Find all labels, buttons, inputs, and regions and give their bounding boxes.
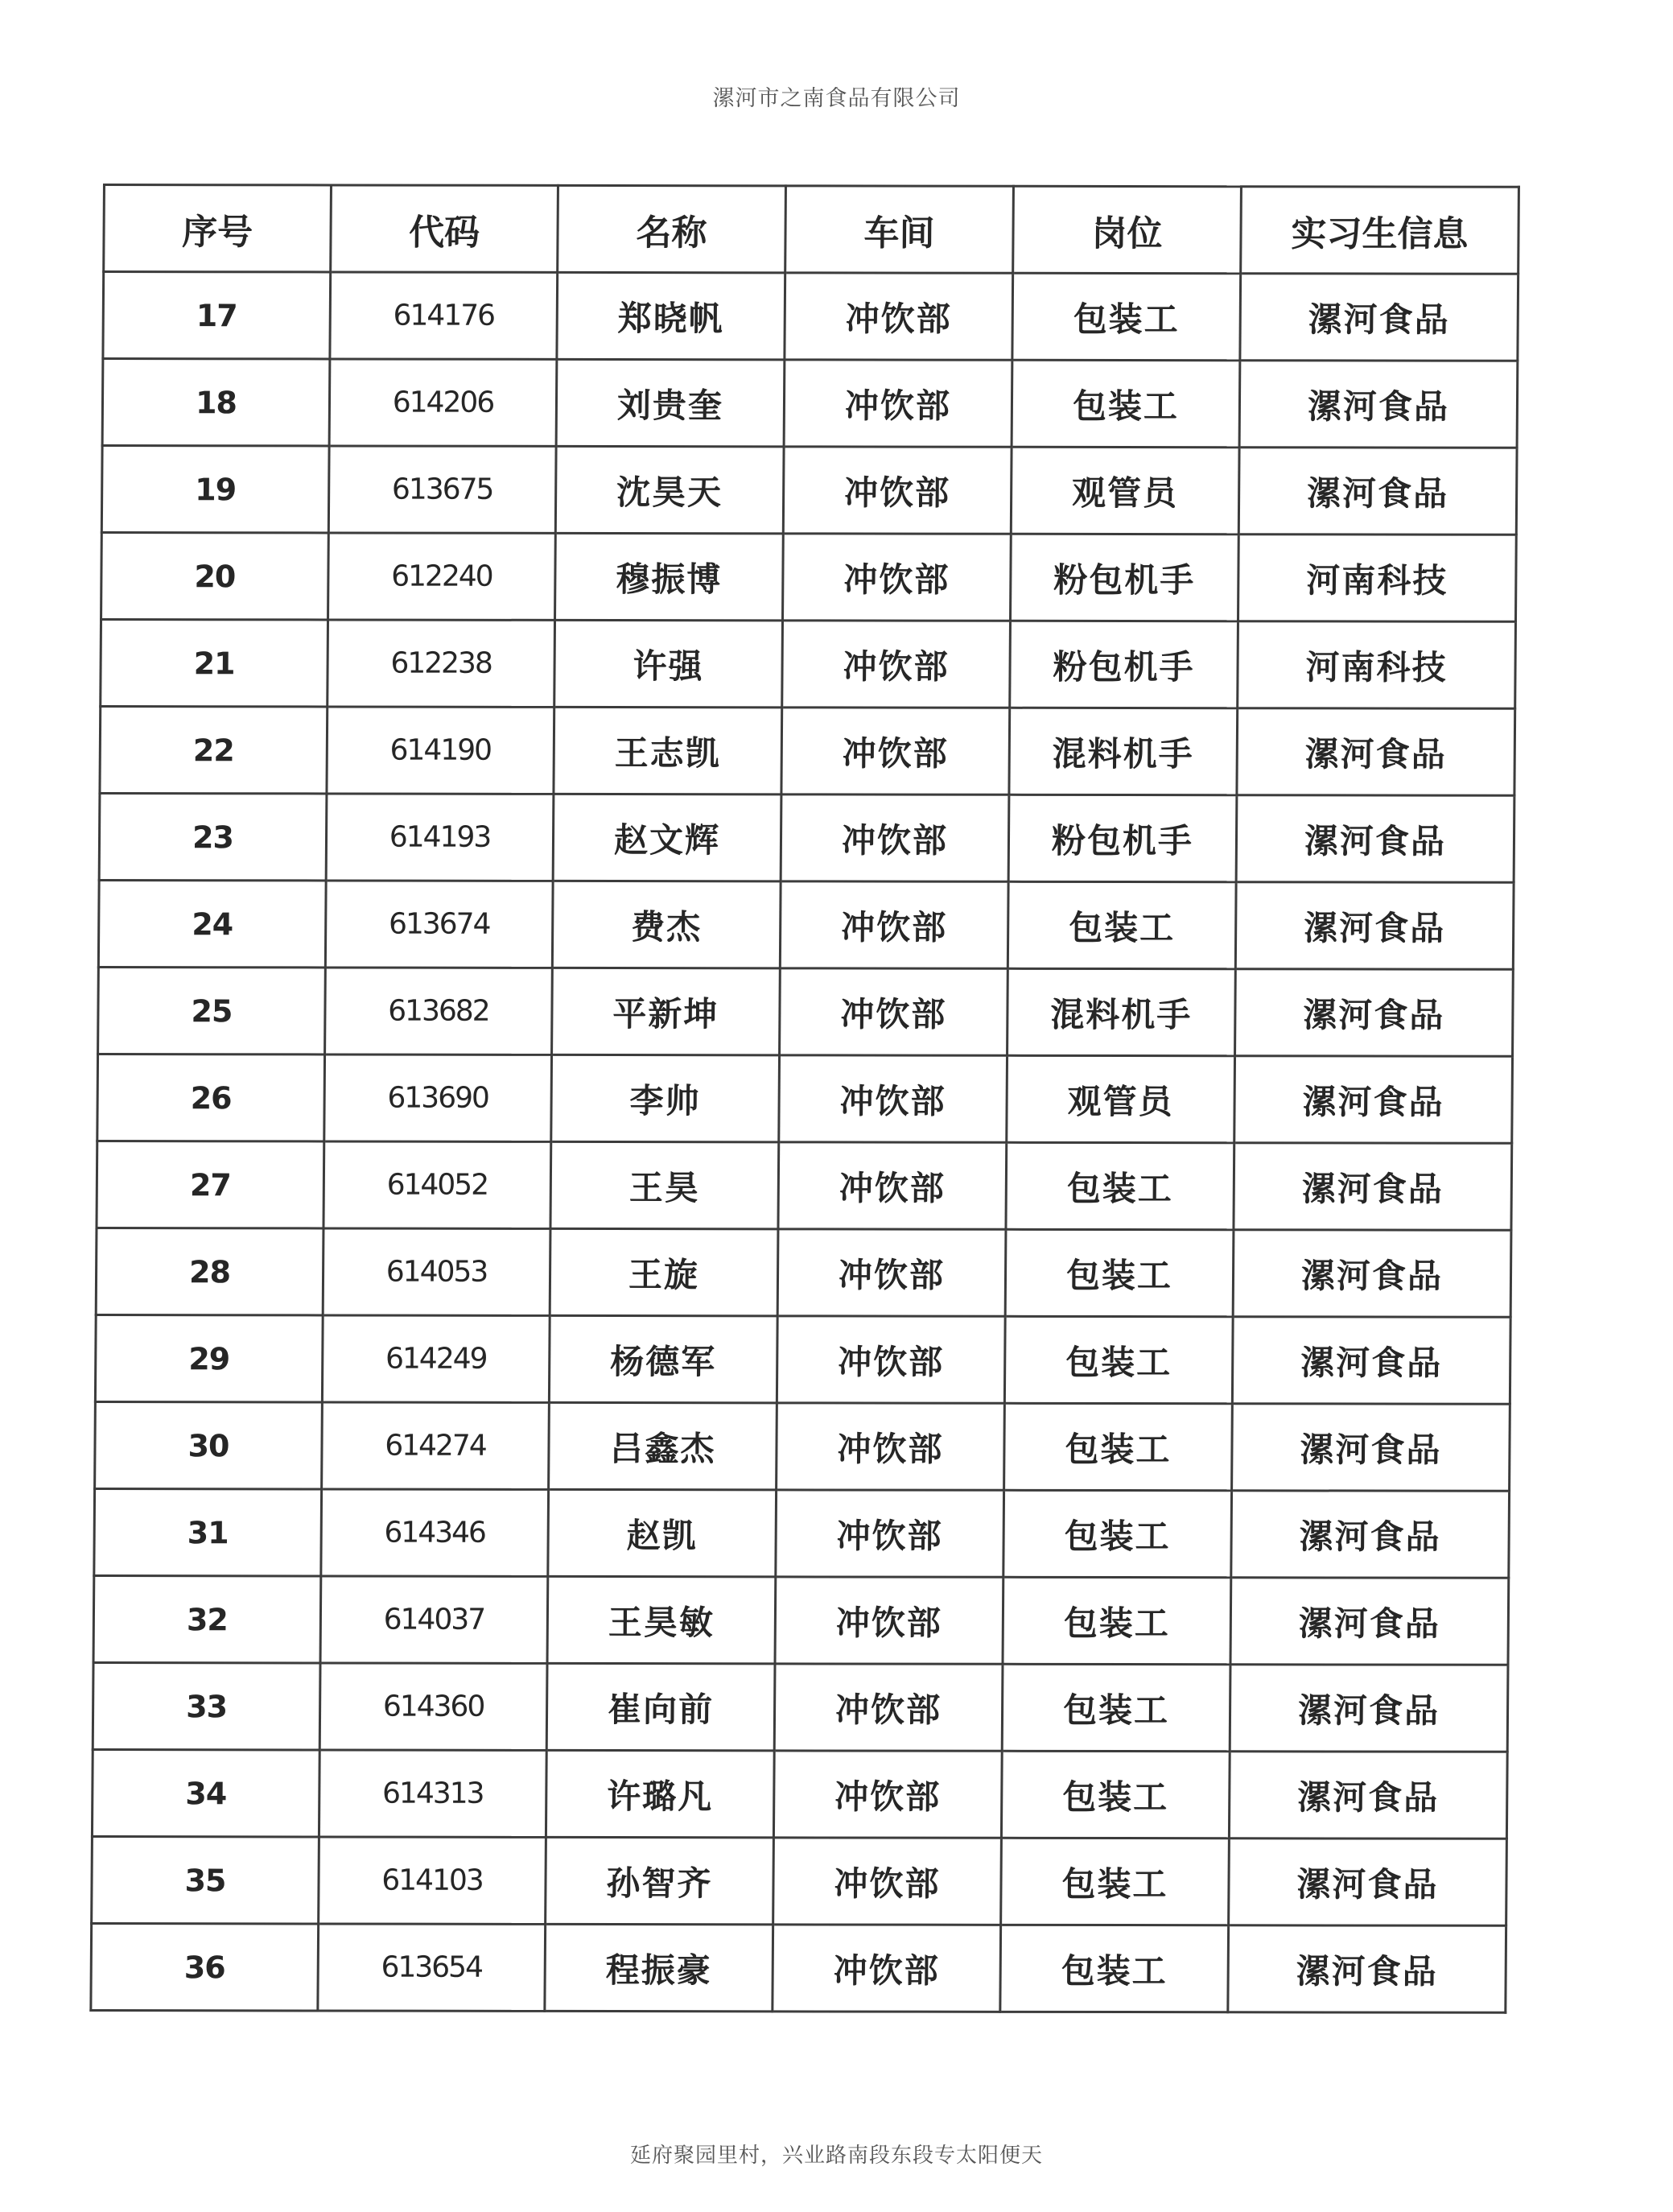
- cell-name: 赵凯: [548, 1489, 777, 1576]
- cell-code: 613674: [325, 881, 553, 968]
- cell-name: 郑晓帆: [557, 272, 785, 359]
- table-row: [100, 707, 1515, 796]
- cell-intern-info: 漯河食品: [1234, 1056, 1513, 1144]
- cell-position: 混料机手: [1009, 708, 1238, 794]
- cell-workshop: 冲饮部: [780, 881, 1008, 968]
- cell-name: 王旋: [550, 1228, 778, 1315]
- cell-code: 614176: [330, 272, 558, 359]
- cell-index: 29: [95, 1315, 323, 1402]
- cell-code: 614249: [322, 1315, 550, 1402]
- cell-intern-info: 漯河食品: [1230, 1578, 1509, 1665]
- cell-intern-info: 漯河食品: [1229, 1752, 1507, 1839]
- table-row: [92, 1750, 1507, 1839]
- table-row: [101, 620, 1516, 709]
- cell-code: 612238: [328, 620, 555, 707]
- table-row: [97, 1054, 1513, 1144]
- cell-position: 包装工: [1003, 1490, 1232, 1577]
- cell-intern-info: 漯河食品: [1238, 448, 1517, 535]
- cell-index: 31: [94, 1489, 322, 1576]
- cell-name: 孙智齐: [546, 1837, 774, 1924]
- cell-name: 吕鑫杰: [549, 1402, 777, 1489]
- cell-index: 35: [92, 1837, 319, 1924]
- cell-code: 614313: [319, 1750, 546, 1837]
- cell-position: 包装工: [1005, 1229, 1234, 1316]
- cell-name: 王志凯: [554, 707, 782, 794]
- cell-position: 包装工: [1001, 1751, 1230, 1838]
- table-row: [96, 1228, 1511, 1318]
- cell-workshop: 冲饮部: [781, 708, 1010, 794]
- cell-intern-info: 漯河食品: [1235, 882, 1514, 970]
- roster-table: [89, 184, 1520, 2014]
- cell-workshop: 冲饮部: [773, 1751, 1002, 1838]
- cell-name: 平新坤: [552, 968, 781, 1054]
- cell-position: 观管员: [1011, 447, 1239, 534]
- column-header-code: 代码: [331, 185, 558, 272]
- cell-intern-info: 漯河食品: [1231, 1491, 1510, 1579]
- cell-intern-info: 漯河食品: [1234, 1143, 1512, 1231]
- table-row: [103, 272, 1518, 361]
- column-header-index: 序号: [104, 185, 332, 272]
- cell-intern-info: 漯河食品: [1240, 274, 1518, 361]
- cell-intern-info: 漯河食品: [1230, 1665, 1508, 1752]
- cell-position: 粉包机手: [1010, 621, 1238, 708]
- cell-workshop: 冲饮部: [785, 273, 1013, 360]
- table-body: [91, 272, 1518, 2013]
- cell-code: 614274: [322, 1402, 550, 1489]
- cell-code: 613682: [325, 968, 553, 1054]
- cell-position: 包装工: [1012, 273, 1241, 360]
- cell-intern-info: 漯河食品: [1237, 708, 1515, 796]
- cell-code: 614206: [329, 359, 557, 446]
- cell-workshop: 冲饮部: [780, 968, 1008, 1055]
- column-header-intern-info: 实习生信息: [1241, 187, 1519, 274]
- cell-position: 包装工: [1004, 1316, 1233, 1403]
- cell-code: 614053: [323, 1228, 550, 1315]
- column-header-workshop: 车间: [785, 186, 1014, 273]
- cell-name: 赵文辉: [553, 794, 781, 881]
- cell-name: 王昊: [550, 1141, 779, 1228]
- cell-name: 沈昊天: [555, 446, 784, 533]
- cell-index: 33: [93, 1663, 320, 1750]
- cell-position: 混料机手: [1008, 968, 1236, 1055]
- cell-workshop: 冲饮部: [778, 1142, 1007, 1229]
- cell-name: 费杰: [552, 881, 781, 968]
- cell-index: 27: [97, 1141, 324, 1228]
- cell-intern-info: 河南科技: [1238, 621, 1516, 709]
- cell-intern-info: 漯河食品: [1235, 969, 1514, 1057]
- column-header-position: 岗位: [1013, 186, 1242, 273]
- cell-workshop: 冲饮部: [782, 621, 1011, 708]
- cell-position: 包装工: [1002, 1664, 1230, 1751]
- cell-workshop: 冲饮部: [784, 360, 1012, 447]
- table-row: [101, 533, 1517, 622]
- cell-code: 614103: [319, 1837, 546, 1924]
- cell-name: 穆振博: [555, 533, 784, 620]
- table-row: [95, 1315, 1510, 1405]
- cell-index: 20: [101, 533, 329, 620]
- cell-index: 23: [99, 794, 327, 881]
- cell-intern-info: 漯河食品: [1239, 361, 1518, 448]
- table-row: [98, 968, 1514, 1057]
- cell-position: 包装工: [1006, 1142, 1234, 1229]
- cell-intern-info: 漯河食品: [1236, 795, 1514, 883]
- cell-code: 614190: [327, 707, 554, 794]
- table-row: [98, 881, 1514, 970]
- cell-name: 崔向前: [546, 1663, 775, 1750]
- cell-workshop: 冲饮部: [777, 1403, 1005, 1490]
- cell-code: 613690: [324, 1054, 552, 1141]
- cell-code: 614346: [321, 1489, 549, 1576]
- cell-workshop: 冲饮部: [781, 794, 1009, 881]
- cell-workshop: 冲饮部: [777, 1229, 1006, 1316]
- cell-position: 包装工: [1000, 1925, 1229, 2012]
- cell-workshop: 冲饮部: [783, 534, 1012, 621]
- cell-intern-info: 漯河食品: [1228, 1925, 1506, 2013]
- cell-position: 包装工: [1008, 881, 1236, 968]
- cell-position: 观管员: [1007, 1055, 1235, 1142]
- table-row: [102, 359, 1518, 448]
- cell-intern-info: 漯河食品: [1229, 1839, 1507, 1926]
- cell-position: 粉包机手: [1008, 794, 1237, 881]
- cell-intern-info: 漯河食品: [1232, 1404, 1510, 1492]
- cell-index: 34: [92, 1750, 319, 1837]
- cell-name: 杨德军: [549, 1315, 777, 1402]
- cell-index: 26: [97, 1054, 325, 1141]
- cell-workshop: 冲饮部: [775, 1577, 1003, 1664]
- cell-code: 612240: [328, 533, 556, 620]
- cell-name: 许璐凡: [546, 1750, 774, 1837]
- cell-workshop: 冲饮部: [777, 1316, 1005, 1403]
- cell-position: 包装工: [1001, 1838, 1230, 1925]
- table-header-row: [104, 185, 1519, 274]
- cell-name: 程振豪: [545, 1924, 773, 2011]
- cell-index: 30: [95, 1402, 323, 1489]
- table-row: [97, 1141, 1512, 1231]
- cell-name: 李帅: [551, 1054, 780, 1141]
- cell-code: 614037: [320, 1576, 548, 1663]
- cell-index: 21: [101, 620, 328, 707]
- cell-code: 614193: [326, 794, 554, 881]
- table-row: [101, 446, 1517, 535]
- cell-name: 刘贵奎: [556, 359, 785, 446]
- cell-index: 22: [100, 707, 328, 794]
- cell-code: 614052: [323, 1141, 551, 1228]
- cell-position: 粉包机手: [1011, 534, 1239, 621]
- cell-index: 19: [101, 446, 329, 533]
- cell-workshop: 冲饮部: [776, 1490, 1004, 1577]
- table-row: [94, 1489, 1510, 1579]
- table-row: [99, 794, 1514, 883]
- cell-intern-info: 漯河食品: [1233, 1230, 1511, 1318]
- table-row: [93, 1663, 1508, 1752]
- cell-workshop: 冲饮部: [773, 1925, 1001, 2012]
- cell-index: 24: [98, 881, 326, 968]
- cell-code: 613675: [328, 446, 556, 533]
- cell-index: 28: [96, 1228, 323, 1315]
- cell-name: 王昊敏: [547, 1576, 776, 1663]
- cell-index: 32: [93, 1576, 321, 1663]
- roster-table-wrapper: [89, 184, 1518, 2014]
- cell-code: 613654: [318, 1924, 546, 2011]
- table-row: [91, 1924, 1506, 2013]
- cell-position: 包装工: [1004, 1403, 1233, 1490]
- cell-intern-info: 河南科技: [1238, 534, 1516, 622]
- cell-index: 25: [98, 968, 326, 1054]
- table-row: [95, 1402, 1510, 1492]
- column-header-name: 名称: [558, 185, 786, 272]
- cell-index: 36: [91, 1924, 319, 2011]
- cell-workshop: 冲饮部: [774, 1664, 1003, 1751]
- cell-position: 包装工: [1012, 360, 1240, 447]
- cell-intern-info: 漯河食品: [1232, 1317, 1510, 1405]
- cell-code: 614360: [319, 1663, 547, 1750]
- table-row: [92, 1837, 1507, 1926]
- cell-workshop: 冲饮部: [783, 447, 1012, 534]
- company-header: 漯河市之南食品有限公司: [712, 86, 961, 111]
- table-row: [93, 1576, 1509, 1665]
- cell-index: 17: [103, 272, 331, 359]
- cell-index: 18: [102, 359, 330, 446]
- cell-workshop: 冲饮部: [779, 1055, 1008, 1142]
- address-footer: 延府聚园里村，兴业路南段东段专太阳便天: [629, 2144, 1043, 2168]
- cell-workshop: 冲饮部: [773, 1838, 1002, 1925]
- cell-position: 包装工: [1003, 1577, 1231, 1664]
- cell-name: 许强: [554, 620, 783, 707]
